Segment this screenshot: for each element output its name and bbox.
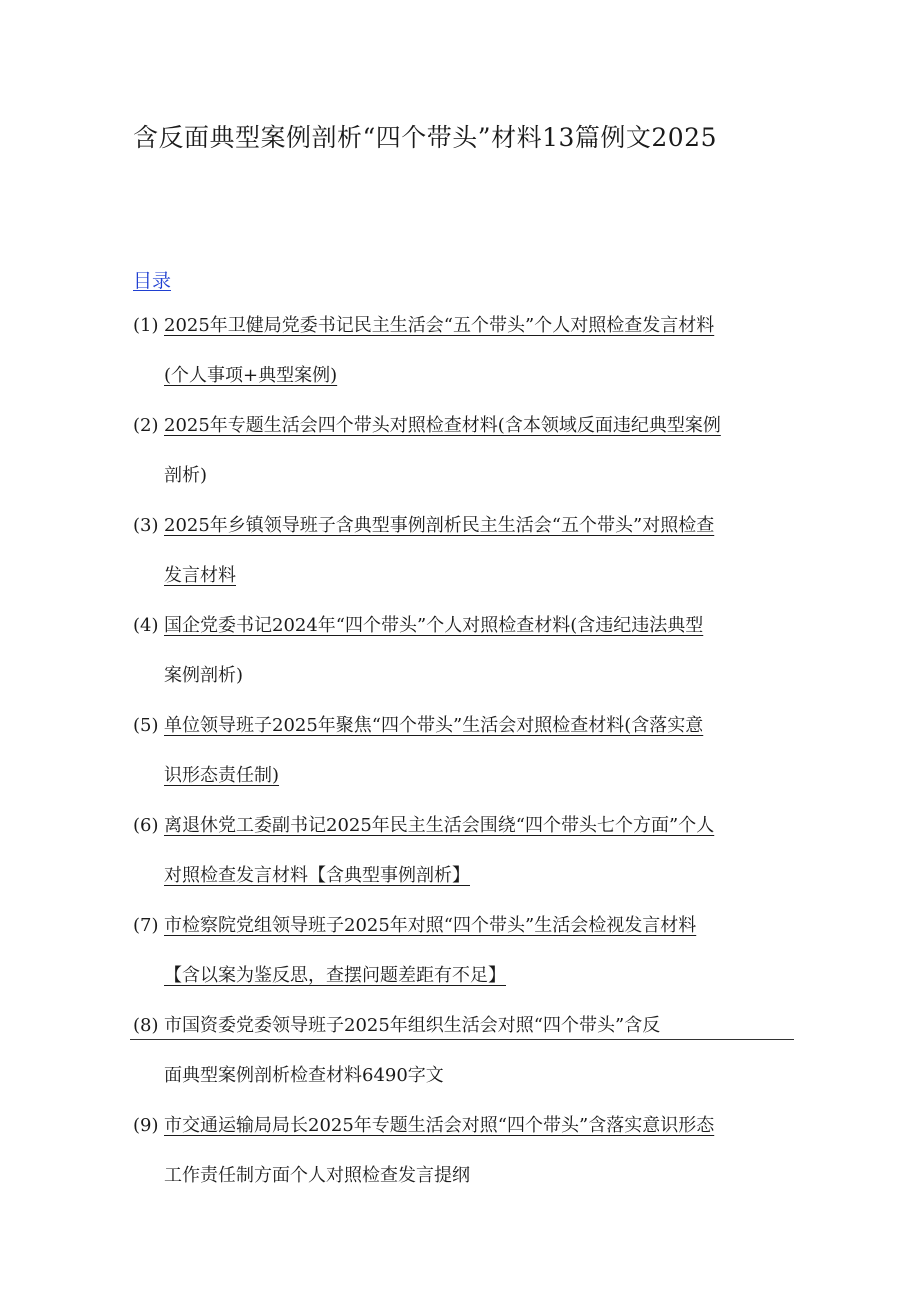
toc-heading-link[interactable]: 目录 bbox=[133, 270, 172, 292]
toc-entry-link[interactable]: 市交通运输局局长2025年专题生活会对照“四个带头”含落实意识形态 bbox=[164, 1115, 715, 1136]
toc-entry-5[interactable] bbox=[133, 713, 803, 813]
toc-entry-number: (8) bbox=[133, 1015, 159, 1036]
toc-entry-number: (2) bbox=[133, 415, 159, 436]
toc-entry-link[interactable]: 国企党委书记2024年“四个带头”个人对照检查材料(含违纪违法典型 bbox=[164, 615, 704, 636]
toc-entry-9[interactable] bbox=[133, 1113, 803, 1213]
document-title: 含反面典型案例剖析“四个带头”材料13篇例文2025 bbox=[133, 123, 717, 152]
toc-entry-8[interactable] bbox=[133, 1013, 803, 1113]
toc-entry-link-continued[interactable]: 面典型案例剖析检查材料6490字文 bbox=[164, 1065, 444, 1086]
toc-entry-7[interactable] bbox=[133, 913, 803, 1013]
toc-entry-number: (6) bbox=[133, 815, 159, 836]
toc-entry-link[interactable]: 单位领导班子2025年聚焦“四个带头”生活会对照检查材料(含落实意 bbox=[164, 715, 704, 736]
toc-entry-number: (9) bbox=[133, 1115, 159, 1136]
toc-entry-3[interactable] bbox=[133, 513, 803, 613]
toc-entry-link[interactable]: 离退休党工委副书记2025年民主生活会围绕“四个带头七个方面”个人 bbox=[164, 815, 715, 836]
toc-entry-link-continued[interactable]: 识形态责任制) bbox=[164, 765, 280, 786]
horizontal-divider bbox=[130, 1039, 794, 1040]
toc-entry-link-continued[interactable]: 工作责任制方面个人对照检查发言提纲 bbox=[164, 1165, 470, 1186]
toc-entry-link[interactable]: 2025年乡镇领导班子含典型事例剖析民主生活会“五个带头”对照检查 bbox=[164, 515, 715, 536]
toc-entry-link[interactable]: 市国资委党委领导班子2025年组织生活会对照“四个带头”含反 bbox=[164, 1015, 661, 1036]
toc-entry-6[interactable] bbox=[133, 813, 803, 913]
toc-entry-link-continued[interactable]: (个人事项+典型案例) bbox=[164, 365, 338, 386]
toc-entry-number: (1) bbox=[133, 315, 159, 336]
toc-entry-link-continued[interactable]: 对照检查发言材料【含典型事例剖析】 bbox=[164, 865, 470, 886]
toc-entry-2[interactable] bbox=[133, 413, 803, 513]
toc-entry-1[interactable] bbox=[133, 313, 803, 413]
toc-entry-link-continued[interactable]: 剖析) bbox=[164, 465, 208, 486]
toc-entry-link-continued[interactable]: 【含以案为鉴反思，查摆问题差距有不足】 bbox=[164, 965, 506, 986]
toc-entry-number: (3) bbox=[133, 515, 159, 536]
toc-entry-4[interactable] bbox=[133, 613, 803, 713]
toc-entry-number: (7) bbox=[133, 915, 159, 936]
toc-entry-link[interactable]: 市检察院党组领导班子2025年对照“四个带头”生活会检视发言材料 bbox=[164, 915, 697, 936]
toc-entry-link-continued[interactable]: 案例剖析) bbox=[164, 665, 244, 686]
toc-entry-number: (5) bbox=[133, 715, 159, 736]
toc-entry-number: (4) bbox=[133, 615, 159, 636]
toc-entry-link-continued[interactable]: 发言材料 bbox=[164, 565, 236, 586]
toc-entry-link[interactable]: 2025年专题生活会四个带头对照检查材料(含本领域反面违纪典型案例 bbox=[164, 415, 721, 436]
toc-entry-link[interactable]: 2025年卫健局党委书记民主生活会“五个带头”个人对照检查发言材料 bbox=[164, 315, 715, 336]
